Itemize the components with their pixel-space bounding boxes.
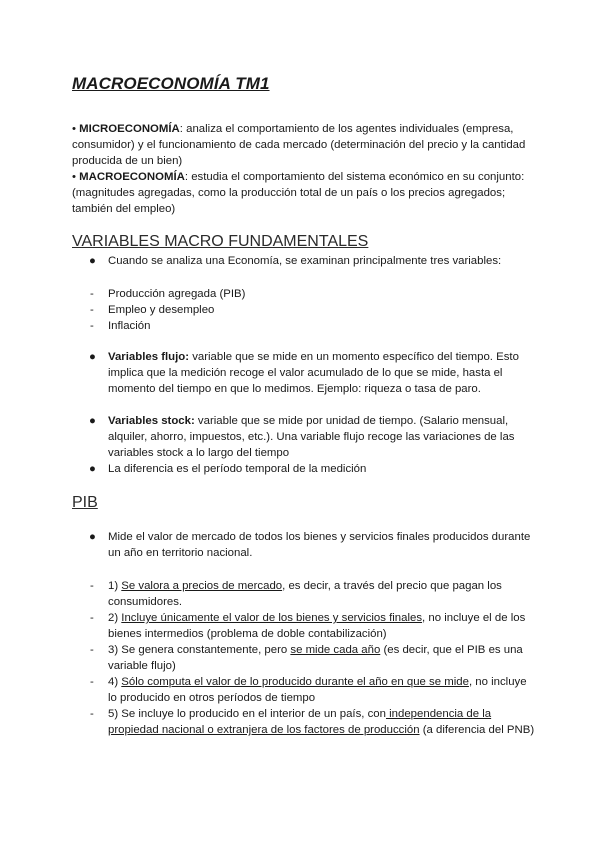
- flujo-text: variable que se mide en un momento específico del tiempo. Esto implica que la medición recoge el valor acumulado de lo que se mide, hasta el momento del tiempo en que lo medimos. Ejemplo: riqueza o tasa de paro.: [108, 351, 519, 396]
- micro-definition: [72, 121, 534, 170]
- list-item-text: La diferencia es el período temporal de la medición: [108, 463, 367, 475]
- dash-mark: -: [90, 288, 94, 300]
- dash-mark: -: [90, 304, 94, 316]
- bullet-mark: ●: [89, 531, 96, 543]
- list-item-text: 1) Se valora a precios de mercado, es decir, a través del precio que pagan los consumidores.: [108, 580, 502, 609]
- list-item-text: 5) Se incluye lo producido en el interior de un país, con independencia de la propiedad nacional o extranjera de los factores de producción (a diferencia del PNB): [108, 708, 535, 737]
- stock-text: variable que se mide por unidad de tiempo. (Salario mensual, alquiler, ahorro, impuestos, etc.). Una variable flujo recoge las variaciones de las variables stock a lo largo del tiempo: [108, 415, 515, 460]
- dash-mark: -: [90, 676, 94, 688]
- bullet-mark: ●: [89, 351, 96, 363]
- bullet-mark: •: [72, 171, 76, 183]
- page-title: MACROECONOMÍA TM1: [72, 74, 270, 93]
- macro-definition: [72, 169, 534, 218]
- flujo-term: Variables flujo:: [108, 351, 190, 363]
- bullet-mark: ●: [89, 463, 96, 475]
- bullet-mark: ●: [89, 255, 96, 267]
- dash-mark: -: [90, 612, 94, 624]
- list-item-text: Producción agregada (PIB): [108, 288, 246, 300]
- list-item-text: Cuando se analiza una Economía, se examinan principalmente tres variables:: [108, 255, 502, 267]
- section-heading-variables: VARIABLES MACRO FUNDAMENTALES: [72, 233, 369, 250]
- list-item-text: 3) Se genera constantemente, pero se mide cada año (es decir, que el PIB es una variable flujo): [108, 644, 523, 673]
- section-heading-pib: PIB: [72, 494, 98, 511]
- stock-term: Variables stock:: [108, 415, 195, 427]
- dash-mark: -: [90, 580, 94, 592]
- micro-text: : analiza el comportamiento de los agentes individuales (empresa, consumidor) y el funcionamiento de cada mercado (determinación del precio y la cantidad producida de un bien): [72, 123, 526, 168]
- list-item-text: Mide el valor de mercado de todos los bienes y servicios finales producidos durante un año en territorio nacional.: [108, 531, 531, 560]
- list-item-text: Inflación: [108, 320, 151, 332]
- list-item-text: Empleo y desempleo: [108, 304, 215, 316]
- bullet-mark: ●: [89, 415, 96, 427]
- list-item-text: 2) Incluye únicamente el valor de los bienes y servicios finales, no incluye el de los bienes intermedios (problema de doble contabilización): [108, 612, 526, 641]
- bullet-mark: •: [72, 123, 76, 135]
- list-item-text: [108, 413, 538, 462]
- macro-term: MACROECONOMÍA: [79, 171, 185, 183]
- micro-term: MICROECONOMÍA: [79, 123, 180, 135]
- list-item-text: 4) Sólo computa el valor de lo producido durante el año en que se mide, no incluye lo producido en otros períodos de tiempo: [108, 676, 527, 705]
- dash-mark: -: [90, 644, 94, 656]
- list-item-text: [108, 349, 538, 398]
- dash-mark: -: [90, 708, 94, 720]
- dash-mark: -: [90, 320, 94, 332]
- macro-text: : estudia el comportamiento del sistema económico en su conjunto: (magnitudes agregadas, como la producción total de un país o los precios agregados; también del empleo): [72, 171, 525, 216]
